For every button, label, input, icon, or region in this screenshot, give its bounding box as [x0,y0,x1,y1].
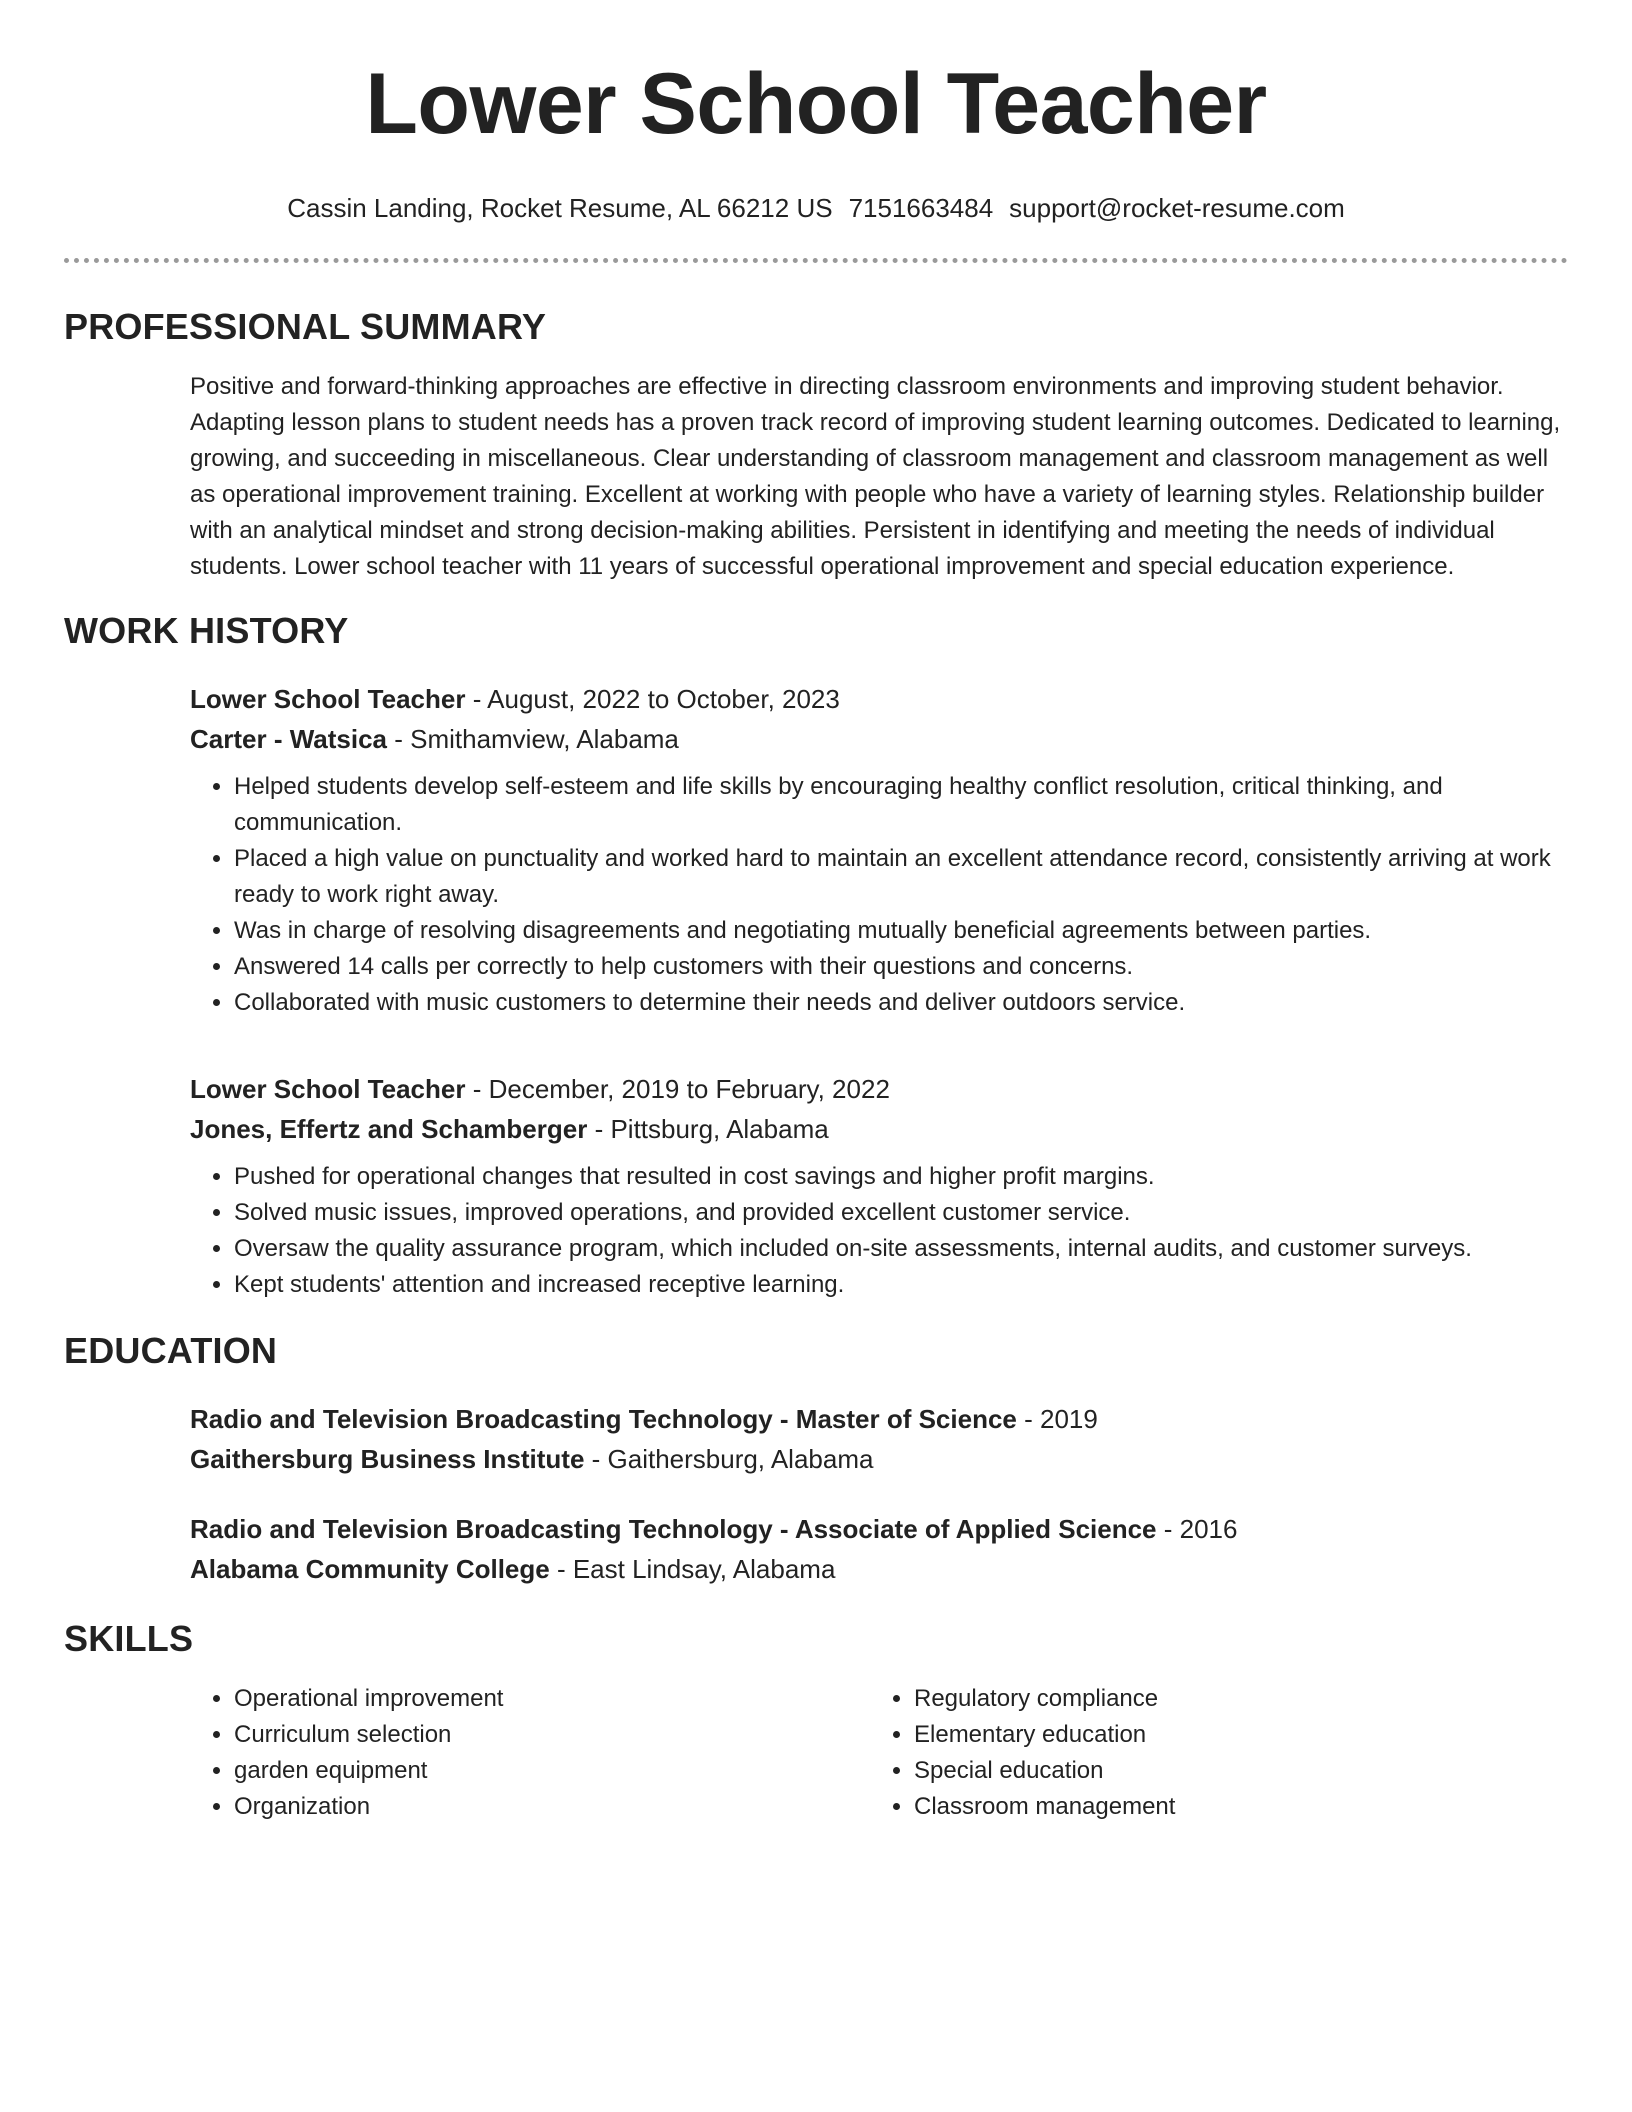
job-location: - Pittsburg, Alabama [587,1114,829,1144]
education-entry [190,1399,1568,1479]
education-location: - East Lindsay, Alabama [549,1554,836,1584]
resume-name: Lower School Teacher [365,56,1267,152]
skills-title: SKILLS [64,1618,194,1659]
job-company: Jones, Effertz and Schamberger [190,1114,588,1144]
list-item: • Oversaw the quality assurance program, which included on-site assessments, internal audits, and customer surveys. [234,1231,1568,1267]
contact-address: Cassin Landing, Rocket Resume, AL 66212 US [287,193,833,223]
skill-item: • garden equipment [234,1753,870,1789]
education-school-line [190,1549,1568,1589]
education-school: Alabama Community College [190,1554,550,1584]
skill-item: • Organization [234,1789,870,1825]
skill-item: • Special education [914,1753,1550,1789]
skill-item: • Classroom management [914,1789,1550,1825]
skill-item: • Elementary education [914,1717,1550,1753]
work-title: WORK HISTORY [64,610,349,651]
education-degree-line [190,1399,1568,1439]
education-title: EDUCATION [64,1330,278,1371]
job-entry [190,679,1568,1021]
job-entry [190,1069,1568,1303]
list-item: • Placed a high value on punctuality and worked hard to maintain an excellent attendance record, consistently arriving at work ready to work right away. [234,841,1568,913]
skill-item: • Regulatory compliance [914,1681,1550,1717]
skills-list-left [190,1681,870,1825]
list-item: • Helped students develop self-esteem and life skills by encouraging healthy conflict resolution, critical thinking, and communication. [234,769,1568,841]
contact-email: support@rocket-resume.com [1009,193,1345,223]
job-company-line [190,719,1568,759]
summary-title: PROFESSIONAL SUMMARY [64,306,547,347]
job-role: Lower School Teacher [190,684,466,714]
list-item: • Kept students' attention and increased receptive learning. [234,1267,1568,1303]
education-degree: Radio and Television Broadcasting Technology - Master of Science [190,1404,1017,1434]
job-dates: - August, 2022 to October, 2023 [465,684,840,714]
education-location: - Gaithersburg, Alabama [584,1444,874,1474]
job-role: Lower School Teacher [190,1074,466,1104]
education-degree: Radio and Television Broadcasting Technology - Associate of Applied Science [190,1514,1157,1544]
contact-line [64,192,1568,224]
education-section [64,1329,1568,1589]
list-item: • Was in charge of resolving disagreements and negotiating mutually beneficial agreements between parties. [234,913,1568,949]
list-item: • Pushed for operational changes that resulted in cost savings and higher profit margins. [234,1159,1568,1195]
summary-text: Positive and forward-thinking approaches are effective in directing classroom environments and improving student behavior. Adapting lesson plans to student needs has a proven track record of improving student learning outcomes. Dedicated to learning, growing, and succeeding in miscellaneous. Clear understanding of classroom management and classroom management as well as operational improvement training. Excellent at working with people who have a variety of learning styles. Relationship builder with an analytical mindset and strong decision-making abilities. Persistent in identifying and meeting the needs of individual students. Lower school teacher with 11 years of successful operational improvement and special education experience. [190,373,1561,580]
education-entry [190,1509,1568,1589]
job-company-line [190,1109,1568,1149]
job-bullets [190,769,1568,1021]
list-item: • Answered 14 calls per correctly to help customers with their questions and concerns. [234,949,1568,985]
skills-section [64,1617,1568,1825]
education-year: - 2019 [1016,1404,1098,1434]
job-bullets [190,1159,1568,1303]
header-divider [64,258,1568,263]
education-school: Gaithersburg Business Institute [190,1444,585,1474]
skills-list-right [870,1681,1550,1825]
skills-columns [190,1681,1568,1825]
job-dates: - December, 2019 to February, 2022 [465,1074,890,1104]
contact-phone: 7151663484 [848,193,994,223]
skill-item: • Curriculum selection [234,1717,870,1753]
list-item: • Solved music issues, improved operations, and provided excellent customer service. [234,1195,1568,1231]
job-title-line [190,679,1568,719]
education-degree-line [190,1509,1568,1549]
skill-item: • Operational improvement [234,1681,870,1717]
job-company: Carter - Watsica [190,724,387,754]
summary-section [64,305,1568,585]
education-school-line [190,1439,1568,1479]
work-section [64,609,1568,1303]
job-title-line [190,1069,1568,1109]
list-item: • Collaborated with music customers to determine their needs and deliver outdoors service. [234,985,1568,1021]
education-year: - 2016 [1156,1514,1238,1544]
job-location: - Smithamview, Alabama [387,724,679,754]
